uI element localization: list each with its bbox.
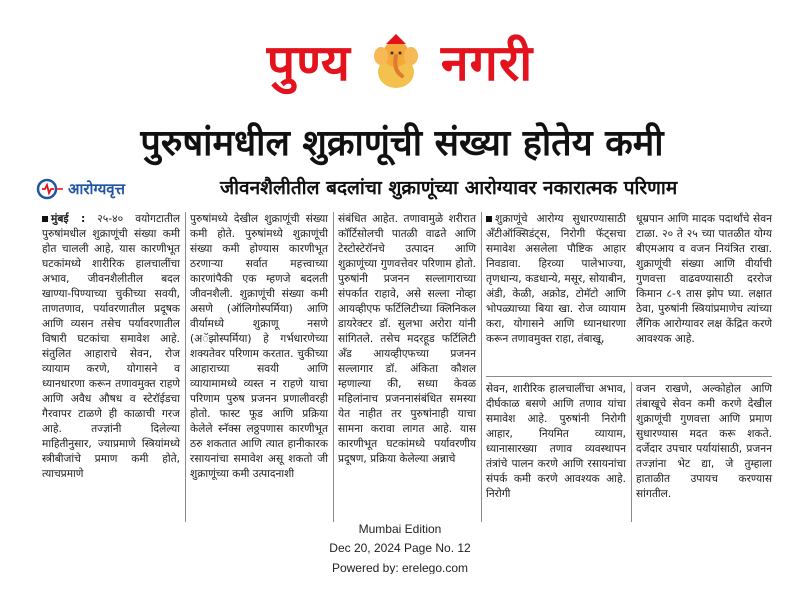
section-bar: [28, 171, 780, 205]
newspaper-logo: [267, 28, 533, 98]
article-body: [42, 212, 772, 522]
article-column-5: [636, 382, 772, 522]
tips-column-2: [636, 212, 772, 372]
date-page-label: Dec 20, 2024 Page No. 12: [329, 541, 471, 555]
section-logo-text: आरोग्यवृत्त: [68, 180, 125, 198]
dateline: मुंबई :: [51, 213, 86, 225]
column-text: शुक्राणूंचे आरोग्य सुधारण्यासाठी अँटीऑक्सिडंट्स, निरोगी फॅट्सचा समावेश असलेला पौष्टिक आहार निवडावा. हिरव्या पालेभाज्या, तृणधान्य, कडधान्ये, मसूर, सोयाबीन, अंडी, केळी, अक्रोड, टोमॅटो आणि भोपळ्याच्या बिया खा. रोज व्यायाम करा, योगासने आणि ध्यानधारणा करून तणावमुक्त राहा, तंबाखू,: [486, 213, 626, 345]
powered-by-link[interactable]: Powered by: erelego.com: [331, 561, 469, 574]
bullet-icon: [486, 216, 492, 222]
column-text: संबंधित आहेत. तणावामुळे शरीरात कॉर्टिसोलची पातळी वाढते आणि टेस्टोस्टेरॉनचे उत्पादन आणि शुक्राणूंच्या गुणवत्तेवर परिणाम होतो. पुरुषांनी प्रजनन सल्लागाराच्या संपर्कात राहावे, असे सल्ला नोव्हा आयव्हीएफ फर्टिलिटीच्या क्लिनिकल डायरेक्टर डॉ. सुलभा अरोरा यांनी सांगितले. तसेच मदरहूड फर्टिलिटी अँड आयव्हीएफच्या प्रजनन सल्लागार डॉ. अंकिता कौशल म्हणाल्या की, सध्या केवळ महिलांनाच प्रजननासंबंधित समस्या येत नाहीत तर पुरुषांनाही याचा सामना करावा लागत आहे. यास कारणीभूत घटकांमध्ये पर्यावरणीय प्रदूषण, प्रक्रिया केलेल्या अन्नाचे: [338, 213, 476, 465]
edition-label: Mumbai Edition: [358, 522, 442, 536]
bullet-icon: [42, 216, 48, 222]
ganesh-icon: [365, 32, 427, 94]
headline: पुरुषांमधील शुक्राणूंची संख्या होतेय कमी: [140, 123, 664, 164]
article-column-3: [338, 212, 476, 522]
column-text: पुरुषांमध्ये देखील शुक्राणूंची संख्या कमी होते. पुरुषांमध्ये शुक्राणूंची संख्या कमी होण्यास कारणीभूत ठरणाऱ्या सर्वात महत्त्वाच्या कारणांपैकी एक म्हणजे बदलती जीवनशैली. शुक्राणूंची संख्या कमी असणे (ऑलिगोस्पर्मिया) आणि वीर्यामध्ये शुक्राणू नसणे (अॅझोस्पर्मिया) हे गर्भधारणेच्या शक्यतेवर परिणाम करतात. चुकीच्या आहाराच्या सवयी आणि व्यायामामध्ये व्यस्त न राहणे याचा परिणाम पुरुष प्रजनन प्रणालीवरही होतो. फास्ट फूड आणि प्रक्रिया केलेले स्नॅक्स लठ्ठपणास कारणीभूत ठरु शकतात आणि त्यात हानीकारक रसायनांचा समावेश असू शकतो जी शुक्राणूंच्या कमी उत्पादनाशी: [190, 213, 328, 480]
brand-word-left: पुण्य: [266, 34, 351, 92]
column-divider: [631, 382, 632, 522]
column-text: २५-४० वयोगटातील पुरुषांमधील शुक्राणूंची संख्या कमी होत चालली आहे, यास कारणीभूत घटकांमध्ये शारीरिक हालचालींचा अभाव, जीवनशैलीतील बदल खाण्या-पिण्याच्या चुकीच्या सवयी, ताणतणाव, पर्यावरणातील प्रदूषक आणि व्यसन तसेच पर्यावरणातील विषारी घटकांचा समावेश आहे. संतुलित आहाराचे सेवन, रोज व्यायाम करणे, योगासने व ध्यानधारणा करून तणावमुक्त राहणे आणि अवैध औषध व स्टेरॉईडचा गैरवापर टाळणे ही काळाची गरज आहे. तज्ज्ञांनी दिलेल्या माहितीनुसार, ज्याप्रमाणे स्त्रियांमध्ये स्त्रीबीजांचे प्रमाण कमी होते, त्याचप्रमाणे: [42, 213, 181, 480]
tips-box-divider: [486, 376, 772, 377]
article-column-1: [42, 212, 180, 522]
article-column-2: [190, 212, 328, 522]
article-column-4: [486, 382, 626, 522]
column-text: सेवन, शारीरिक हालचालींचा अभाव, दीर्घकाळ बसणे आणि तणाव यांचा समावेश आहे. पुरुषांनी निरोगी आहार, नियमित व्यायाम, ध्यानासारख्या तणाव व्यवस्थापन तंत्रांचे पालन करणे आणि रसायनांचा संपर्क कमी करणे आवश्यक आहे. निरोगी: [486, 383, 626, 500]
section-logo: [36, 174, 216, 204]
heart-pulse-icon: [36, 178, 64, 200]
column-divider: [481, 212, 482, 522]
brand-word-right: नगरी: [440, 34, 534, 92]
column-text: धूम्रपान आणि मादक पदार्थांचे सेवन टाळा. २० ते २५ च्या पातळीत योग्य बीएमआय व वजन नियंत्रित राखा. शुक्राणूंची संख्या आणि वीर्याची गुणवत्ता वाढवण्यासाठी दररोज किमान ८-९ तास झोप घ्या. लक्षात ठेवा, पुरुषांनी स्त्रियांप्रमाणेच त्यांच्या लैंगिक आरोग्यावर लक्ष केंद्रित करणे आवश्यक आहे.: [636, 213, 772, 345]
column-divider: [185, 212, 186, 522]
column-divider: [333, 212, 334, 522]
masthead: [0, 28, 800, 103]
tips-column-1: [486, 212, 626, 372]
subheadline: जीवनशैलीतील बदलांचा शुक्राणूंच्या आरोग्यावर नकारात्मक परिणाम: [220, 177, 678, 199]
column-text: वजन राखणे, अल्कोहोल आणि तंबाखूचे सेवन कमी करणे देखील शुक्राणूंची गुणवत्ता आणि प्रमाण सुधारण्यास मदत करू शकते. दर्जेदार उपचार पर्यायांसाठी, प्रजनन तज्ज्ञांना भेट द्या, जे तुम्हाला हाताळीत उपायच करण्यास सांगतील.: [636, 383, 772, 500]
